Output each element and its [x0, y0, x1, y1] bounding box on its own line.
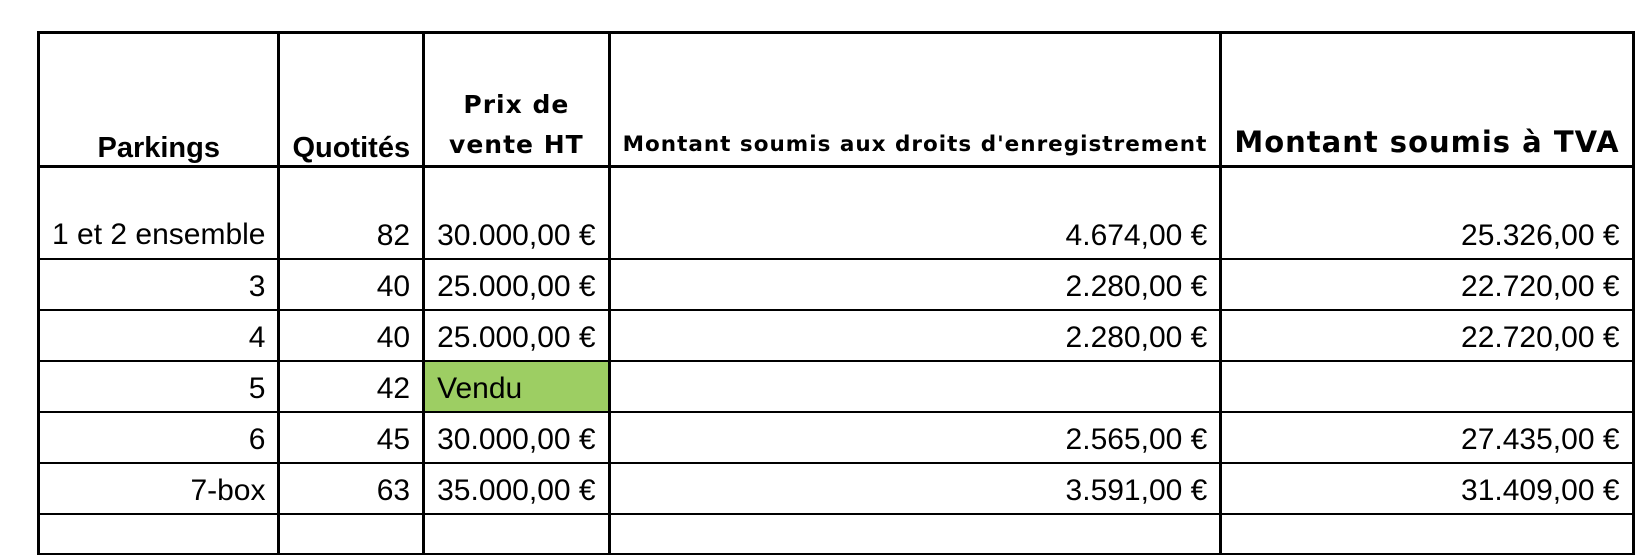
cell-quotite[interactable]: 82 — [279, 167, 424, 259]
cell-parking[interactable]: 4 — [39, 310, 279, 361]
cell-parking[interactable]: 3 — [39, 259, 279, 310]
table-row — [39, 310, 1634, 361]
cell-empty[interactable] — [1221, 514, 1633, 554]
cell-droits[interactable]: 2.280,00 € — [609, 259, 1221, 310]
cell-parking[interactable]: 6 — [39, 412, 279, 463]
cell-prix[interactable]: 30.000,00 € — [424, 167, 609, 259]
cell-tva[interactable] — [1221, 361, 1633, 412]
table-row — [39, 361, 1634, 412]
header-montant-tva[interactable]: Montant soumis à TVA — [1221, 33, 1633, 167]
cell-empty[interactable] — [424, 514, 609, 554]
table-row — [39, 412, 1634, 463]
table-row-empty — [39, 514, 1634, 554]
cell-droits[interactable]: 3.591,00 € — [609, 463, 1221, 514]
cell-parking[interactable]: 1 et 2 ensemble — [39, 167, 279, 259]
header-parkings[interactable]: Parkings — [39, 33, 279, 167]
cell-quotite[interactable]: 40 — [279, 259, 424, 310]
cell-droits[interactable]: 2.565,00 € — [609, 412, 1221, 463]
cell-tva[interactable]: 25.326,00 € — [1221, 167, 1633, 259]
table-row — [39, 259, 1634, 310]
cell-prix[interactable]: 30.000,00 € — [424, 412, 609, 463]
cell-quotite[interactable]: 63 — [279, 463, 424, 514]
header-montant-droits[interactable]: Montant soumis aux droits d'enregistrement — [609, 33, 1221, 167]
cell-parking[interactable]: 5 — [39, 361, 279, 412]
cell-quotite[interactable]: 40 — [279, 310, 424, 361]
cell-parking[interactable]: 7-box — [39, 463, 279, 514]
table-row — [39, 463, 1634, 514]
cell-empty[interactable] — [609, 514, 1221, 554]
cell-prix[interactable]: 25.000,00 € — [424, 310, 609, 361]
header-quotites[interactable]: Quotités — [279, 33, 424, 167]
header-prix-vente-ht[interactable]: Prix de vente HT — [424, 33, 609, 167]
cell-tva[interactable]: 22.720,00 € — [1221, 310, 1633, 361]
cell-prix[interactable]: 35.000,00 € — [424, 463, 609, 514]
table-row — [39, 167, 1634, 259]
cell-tva[interactable]: 27.435,00 € — [1221, 412, 1633, 463]
cell-droits[interactable]: 2.280,00 € — [609, 310, 1221, 361]
cell-droits[interactable] — [609, 361, 1221, 412]
cell-droits[interactable]: 4.674,00 € — [609, 167, 1221, 259]
cell-empty[interactable] — [39, 514, 279, 554]
cell-empty[interactable] — [279, 514, 424, 554]
parking-price-table — [37, 31, 1635, 555]
header-row — [39, 33, 1634, 167]
cell-tva[interactable]: 31.409,00 € — [1221, 463, 1633, 514]
cell-prix[interactable]: 25.000,00 € — [424, 259, 609, 310]
cell-prix-sold[interactable]: Vendu — [424, 361, 609, 412]
cell-quotite[interactable]: 45 — [279, 412, 424, 463]
cell-quotite[interactable]: 42 — [279, 361, 424, 412]
cell-tva[interactable]: 22.720,00 € — [1221, 259, 1633, 310]
